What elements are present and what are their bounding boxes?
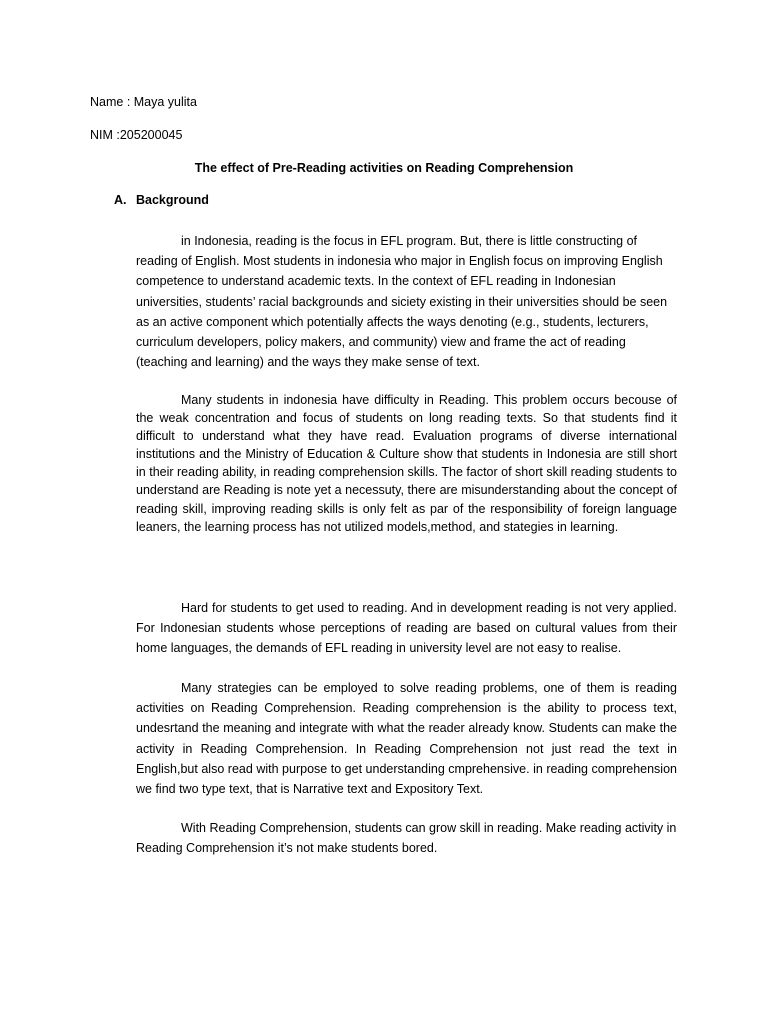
paragraph-2: Many students in indonesia have difficulty in Reading. This problem occurs becouse of the weak concentration and focus of students on long reading texts. So that students find it difficult to understand what they have read. Evaluation programs of diverse international institutions and the Ministry of Education & Culture show that students in Indonesia are still short in their reading ability, in reading comprehension skills. The factor of short skill reading students to understand are Reading is note yet a necessuty, there are misunderstanding about the concept of reading skill, improving reading skills is only felt as par of the responsibility of foreign language leaners, the learning process has not utilized models,method, and stategies in learning. [136,393,677,534]
paragraph-3: Hard for students to get used to reading. And in development reading is not very applied. For Indonesian students whose perceptions of reading are based on cultural values from their home languages, the demands of EFL reading in university level are not easy to realise. [136,601,677,656]
section-title: Background [136,193,209,207]
student-name: Name : Maya yulita [90,95,197,109]
paragraph-4: Many strategies can be employed to solve reading problems, one of them is reading activities on Reading Comprehension. Reading comprehension is the ability to process text, undesrtand the meaning and integrate with what the reader already know. Students can make the activity in Reading Comprehension. In Reading Comprehension not just read the text in English,but also read with purpose to get understanding cmprehensive. in reading comprehension we find two type text, that is Narrative text and Expository Text. [136,681,677,797]
section-heading [114,192,209,208]
paragraph-5: With Reading Comprehension, students can grow skill in reading. Make reading activity in Reading Comprehension it’s not make students bored. [136,821,677,856]
paragraph-1: in Indonesia, reading is the focus in EFL program. But, there is little constructing of reading of English. Most students in indonesia who major in English focus on improving English competence to understand academic texts. In the context of EFL reading in Indonesian universities, students’ racial backgrounds and siciety existing in their universities should be seen as an active component which potentially affects the ways denoting (e.g., students, lecturers, curriculum developers, policy makers, and community) view and frame the act of reading (teaching and learning) and the ways they make sense of text. [136,234,668,370]
section-letter: A. [114,193,127,207]
student-nim: NIM :205200045 [90,128,183,142]
document-title: The effect of Pre-Reading activities on Reading Comprehension [194,161,574,175]
